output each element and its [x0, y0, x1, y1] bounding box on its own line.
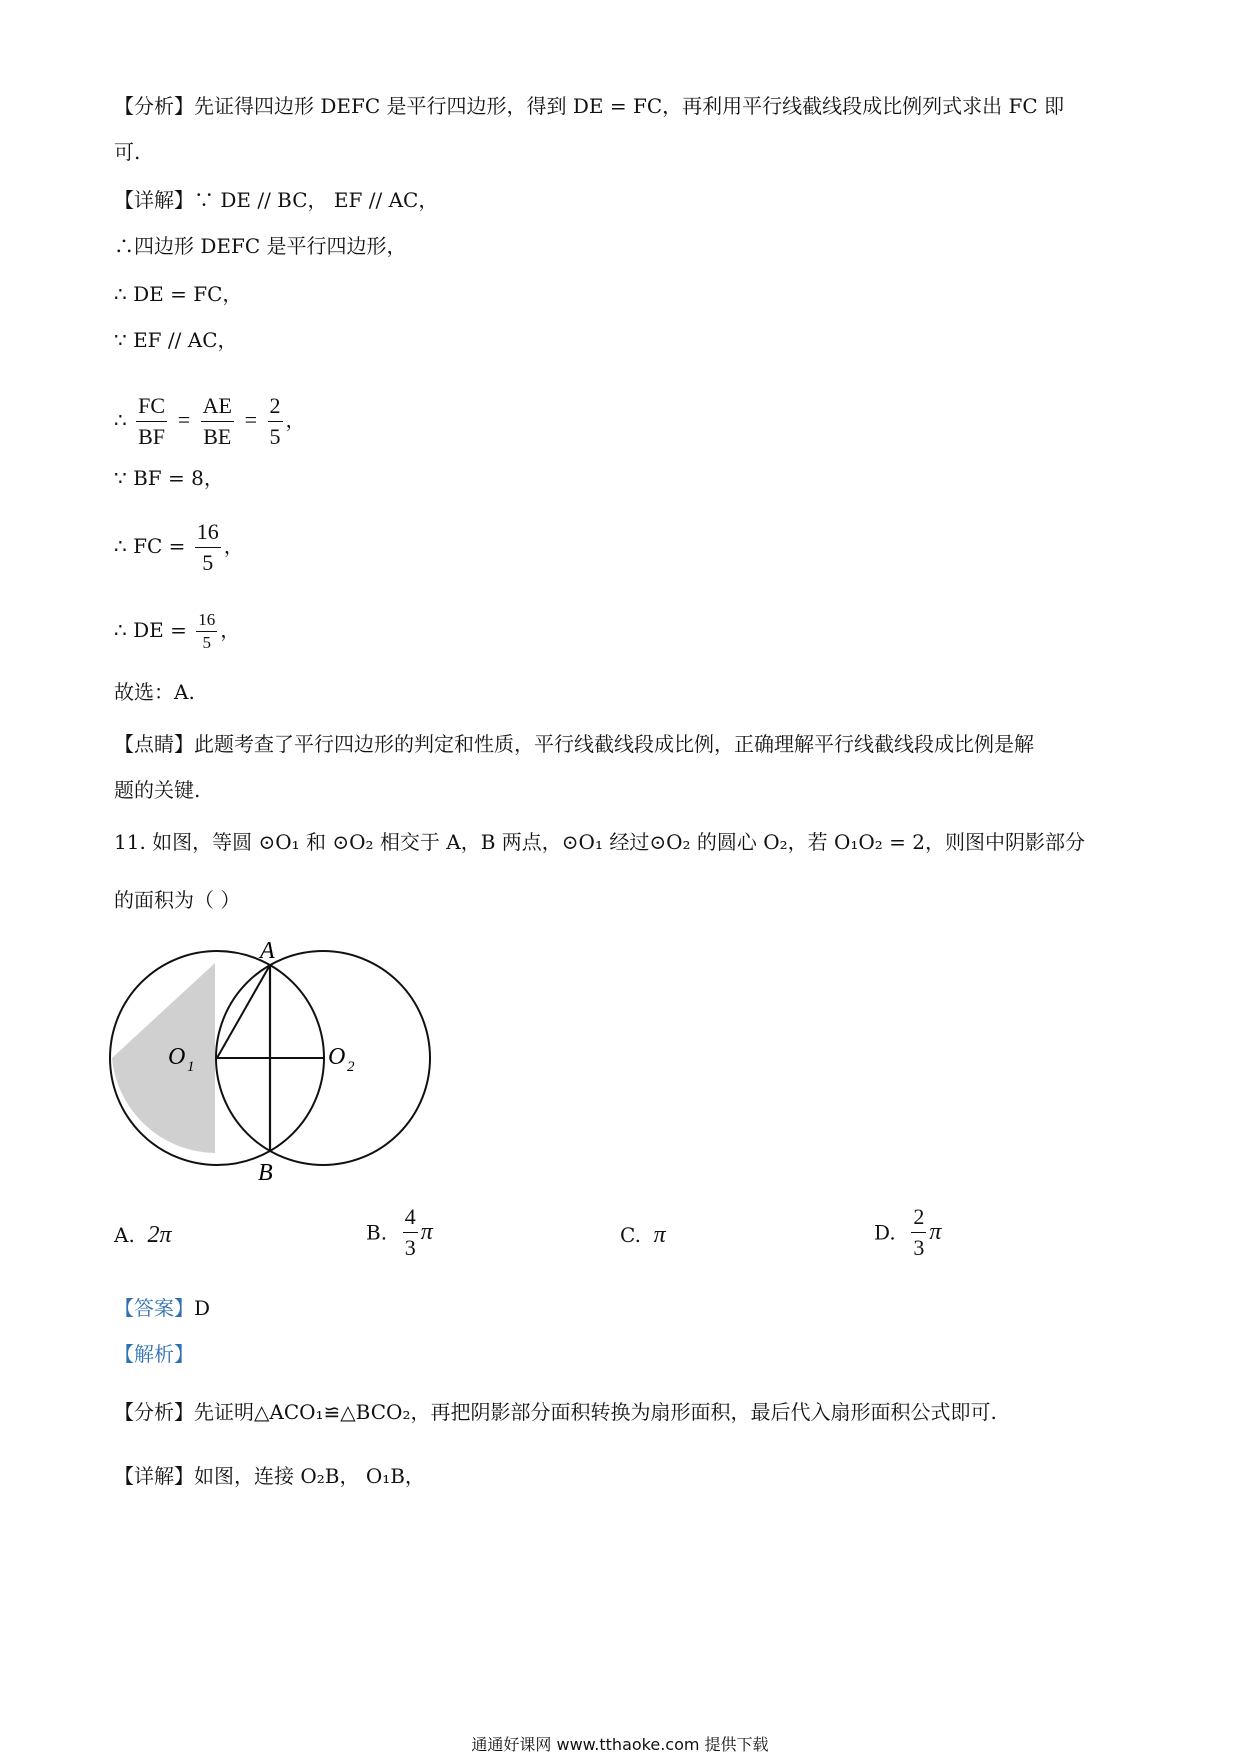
text-line: 【分析】先证明△ACO₁≌△BCO₂，再把阴影部分面积转换为扇形面积，最后代入扇形面积公式即可. — [114, 1400, 997, 1424]
text-line: 【详解】∵ DE // BC， EF // AC， — [114, 188, 439, 212]
option-c[interactable]: C. π — [620, 1222, 666, 1248]
option-a[interactable]: A. 2π — [114, 1222, 172, 1248]
analysis-tag: 【解析】 — [114, 1342, 194, 1366]
ratio-line: ∴ $\frac{FC}{BF}$ = $\frac{AE}{BE}$ = $\frac{2}{5}$ ， — [114, 388, 306, 452]
circles-figure — [100, 930, 440, 1190]
label-b: B — [258, 1160, 273, 1186]
text-line: 题的关键. — [114, 778, 201, 802]
fraction: $\frac{FC}{BF}$ — [138, 393, 166, 449]
answer-value: D — [194, 1296, 211, 1320]
text-line: ∵ EF // AC， — [114, 328, 238, 352]
option-b[interactable]: B. $\frac{4}{3}$ π — [366, 1204, 433, 1260]
fraction: $\frac{AE}{BE}$ — [202, 393, 232, 449]
de-line: ∴ DE = $\frac{16}{5}$ ， — [114, 610, 241, 652]
text-line: 故选：A. — [114, 680, 195, 704]
fraction: $\frac{16}{5}$ — [196, 519, 219, 575]
text-line: 可. — [114, 140, 141, 164]
fc-line: ∴ FC = $\frac{16}{5}$ ， — [114, 514, 244, 578]
shaded-triangle — [112, 963, 215, 1058]
label-o2: O — [328, 1044, 346, 1070]
text-line: 【点睛】此题考查了平行四边形的判定和性质，平行线截线段成比例，正确理解平行线截线段成比例是解 — [114, 732, 1034, 756]
therefore-symbol: ∴ — [114, 408, 127, 432]
text-line: ∵ BF = 8， — [114, 466, 224, 490]
label-a: A — [260, 938, 275, 964]
fraction: $\frac{16}{5}$ — [198, 610, 216, 652]
fraction: $\frac{2}{5}$ — [269, 393, 281, 449]
label-o1: O — [168, 1044, 186, 1070]
text-line: ∴ DE = FC， — [114, 282, 243, 306]
text-line: ∴四边形 DEFC 是平行四边形， — [114, 234, 407, 258]
label-o2-sub: 2 — [347, 1059, 355, 1075]
question-11-text: 11. 如图，等圆 ⊙O₁ 和 ⊙O₂ 相交于 A，B 两点，⊙O₁ 经过⊙O₂ 的圆心 O₂，若 O₁O₂ = 2，则图中阴影部分 — [114, 830, 1086, 854]
text-line: 【分析】先证得四边形 DEFC 是平行四边形，得到 DE = FC，再利用平行线截线段成比例列式求出 FC 即 — [114, 94, 1065, 118]
footer-text: 通通好课网 www.tthaoke.com 提供下载 — [471, 1735, 769, 1754]
option-d[interactable]: D. $\frac{2}{3}$ π — [874, 1204, 942, 1260]
segment-o1a — [217, 965, 270, 1058]
question-11-text: 的面积为（ ） — [114, 888, 241, 912]
shaded-region — [112, 1058, 215, 1153]
answer-line — [114, 1294, 210, 1322]
label-o1-sub: 1 — [187, 1059, 195, 1075]
answer-tag: 【答案】 — [114, 1296, 194, 1320]
text-line: 【详解】如图，连接 O₂B， O₁B， — [114, 1464, 425, 1488]
